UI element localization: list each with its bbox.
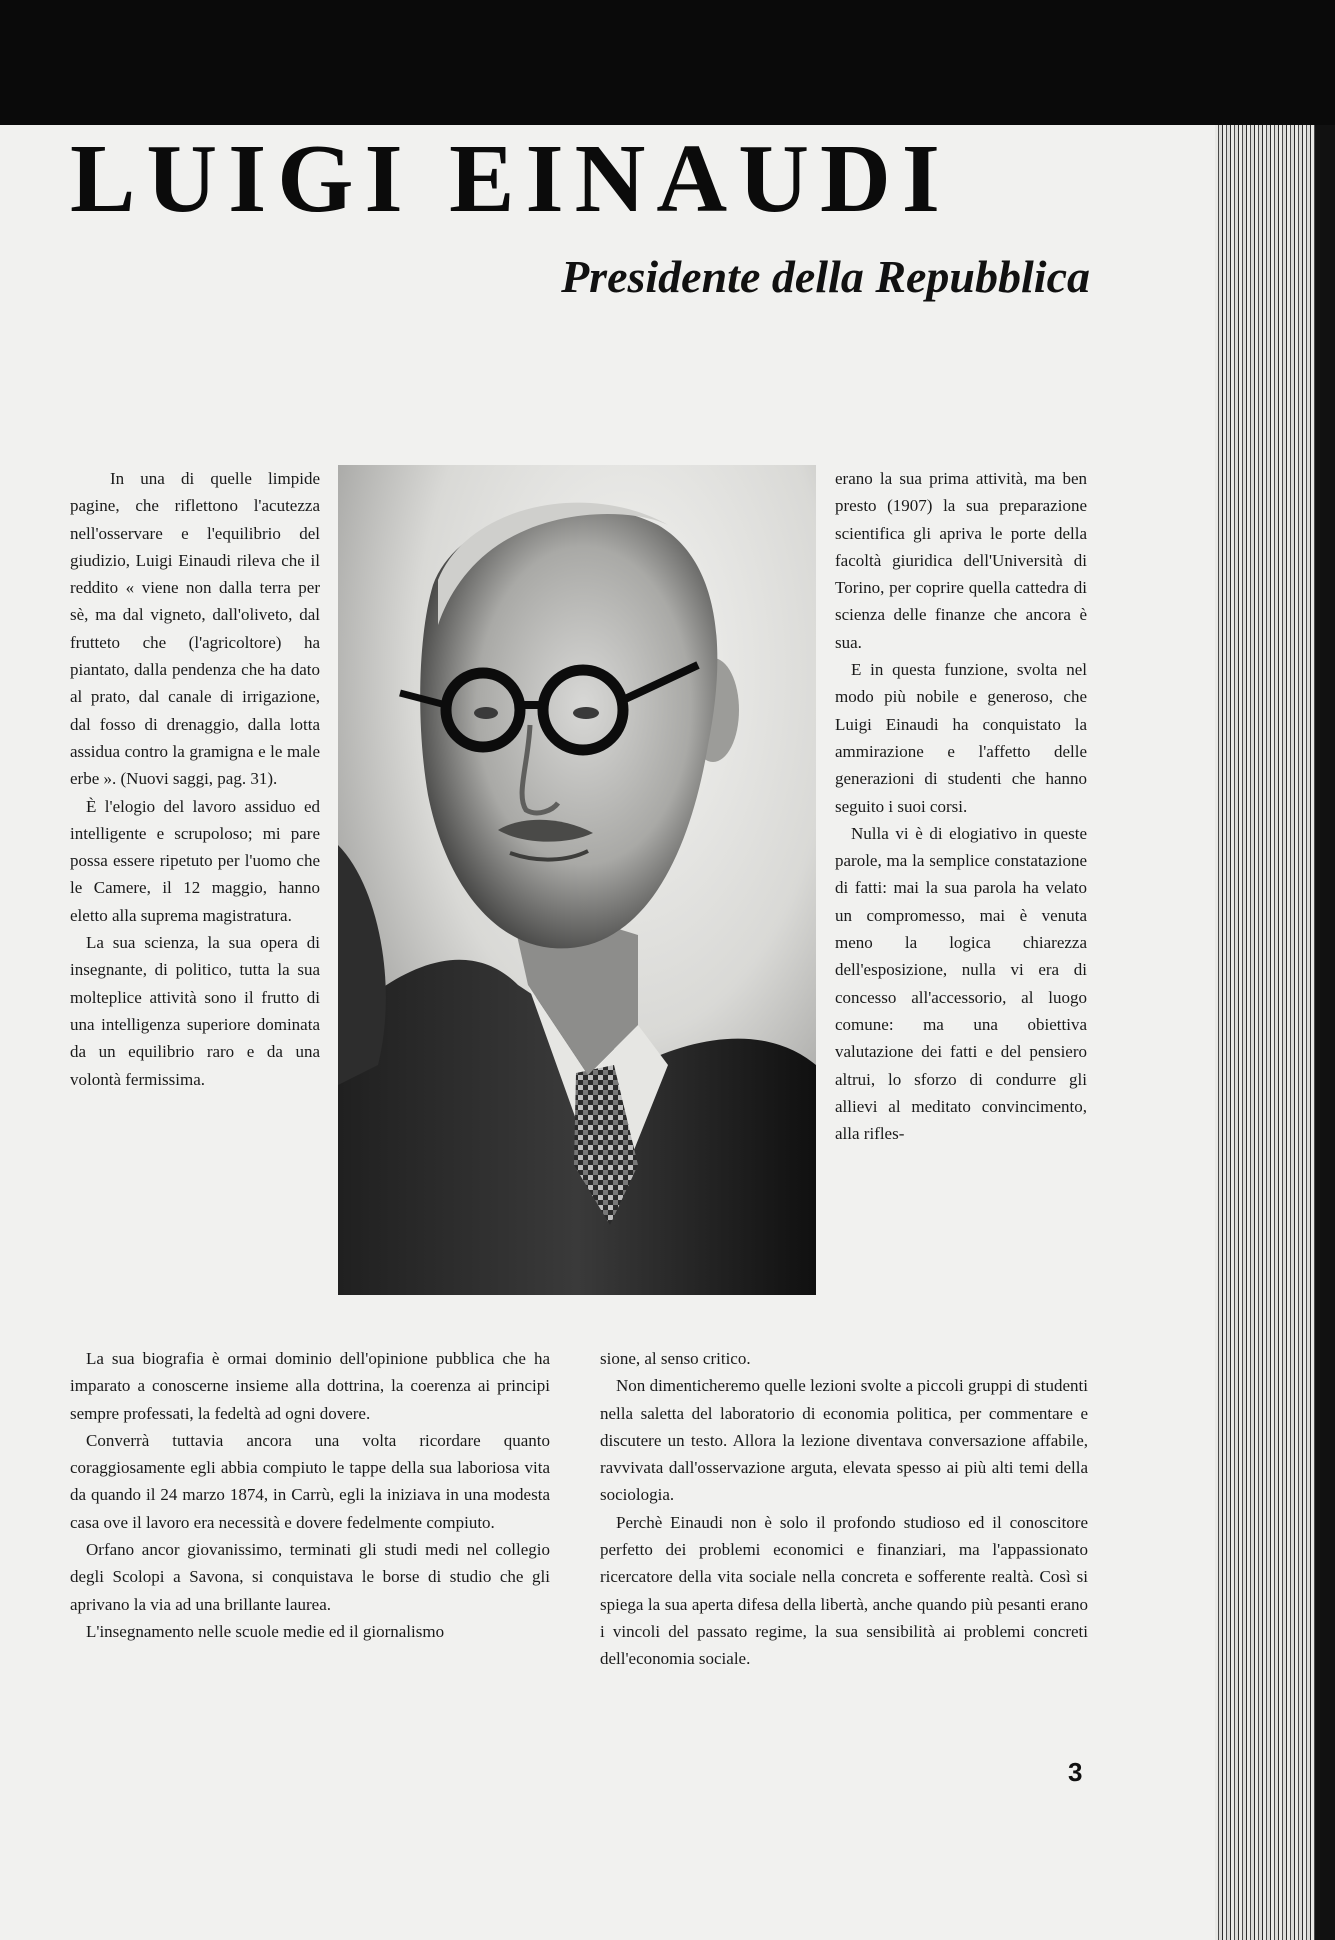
page-stack-edges xyxy=(1215,125,1335,1940)
paragraph: Orfano ancor giovanissimo, terminati gli studi medi nel collegio degli Scolopi a Savona, si conquistava le borse di studio che gli aprivano la via ad una brillante laurea. xyxy=(70,1540,550,1614)
column-right-lower xyxy=(600,1345,1088,1673)
paragraph: sione, al senso critico. xyxy=(600,1349,751,1368)
paragraph: Nulla vi è di elogiativo in queste parole, ma la semplice constatazione di fatti: mai la sua parola ha velato un compromesso, mai è venuta meno la logica chiarezza dell'esposizione, nulla vi era di concesso all'accessorio, al luogo comune: ma una obiettiva valutazione dei fatti e del pensiero altrui, lo sforzo di condurre gli allievi al meditato convincimento, alla rifles- xyxy=(835,823,1087,1144)
column-right-upper xyxy=(835,465,1087,1147)
paragraph: La sua scienza, la sua opera di insegnante, di politico, tutta la sua molteplice attività sono il frutto di una intelligenza superiore dominata da un equilibrio raro e da una volontà fermissima. xyxy=(70,933,320,1089)
paragraph: È l'elogio del lavoro assiduo ed intelligente e scrupoloso; mi pare possa essere ripetuto per l'uomo che le Camere, il 12 maggio, hanno eletto alla suprema magistratura. xyxy=(70,796,320,925)
article-title: LUIGI EINAUDI xyxy=(70,125,951,233)
article-subtitle: Presidente della Repubblica xyxy=(561,251,1090,302)
paragraph: L'insegnamento nelle scuole medie ed il giornalismo xyxy=(86,1621,445,1641)
portrait-photo xyxy=(338,465,816,1295)
paragraph: erano la sua prima attività, ma ben presto (1907) la sua preparazione scientifica gli apriva le porte della facoltà giuridica dell'Università di Torino, per coprire quella cattedra di scienza delle finanze che ancora è sua. xyxy=(835,469,1087,652)
paragraph: Converrà tuttavia ancora una volta ricordare quanto coraggiosamente egli abbia compiuto le tappe della sua laboriosa vita da quando il 24 marzo 1874, in Carrù, egli la iniziava in una modesta casa ove il lavoro era necessità e dovere fedelmente compiuto. xyxy=(70,1430,550,1532)
paragraph: E in questa funzione, svolta nel modo più nobile e generoso, che Luigi Einaudi ha conquistato la ammirazione e l'affetto delle generazioni di studenti che hanno seguito i suoi corsi. xyxy=(835,660,1087,816)
portrait-illustration xyxy=(338,465,816,1295)
paragraph: La sua biografia è ormai dominio dell'opinione pubblica che ha imparato a conoscerne insieme alla dottrina, la coerenza ai principi sempre professati, la fedeltà ad ogni dovere. xyxy=(70,1349,550,1423)
paragraph: Non dimenticheremo quelle lezioni svolte a piccoli gruppi di studenti nella saletta del laboratorio di economia politica, per commentare e discutere un testo. Allora la lezione diventava conversazione affabile, ravvivata dall'osservazione arguta, elevata spesso ai più alti temi della sociologia. xyxy=(600,1376,1088,1505)
column-left-upper xyxy=(70,465,320,1093)
column-left-lower xyxy=(70,1345,550,1645)
page-number: 3 xyxy=(1068,1757,1083,1787)
paragraph: In una di quelle limpide pagine, che riflettono l'acutezza nell'osservare e l'equilibrio del giudizio, Luigi Einaudi rileva che il reddito « viene non dalla terra per sè, ma dal vigneto, dall'oliveto, dal frutteto che (l'agricoltore) ha piantato, dalla pendenza che ha dato al prato, dal canale di irrigazione, dal fosso di drenaggio, dalla lotta assidua contro la gramigna e le male erbe ». (Nuovi saggi, pag. 31). xyxy=(70,469,320,789)
paragraph: Perchè Einaudi non è solo il profondo studioso ed il conoscitore perfetto dei problemi economici e finanziari, ma l'appassionato ricercatore della vita sociale nella concreta e sofferente realtà. Così si spiega la sua aperta difesa della libertà, anche quando più pesanti erano i vincoli del passato regime, la sua sensibilità ai problemi concreti dell'economia sociale. xyxy=(600,1512,1088,1669)
